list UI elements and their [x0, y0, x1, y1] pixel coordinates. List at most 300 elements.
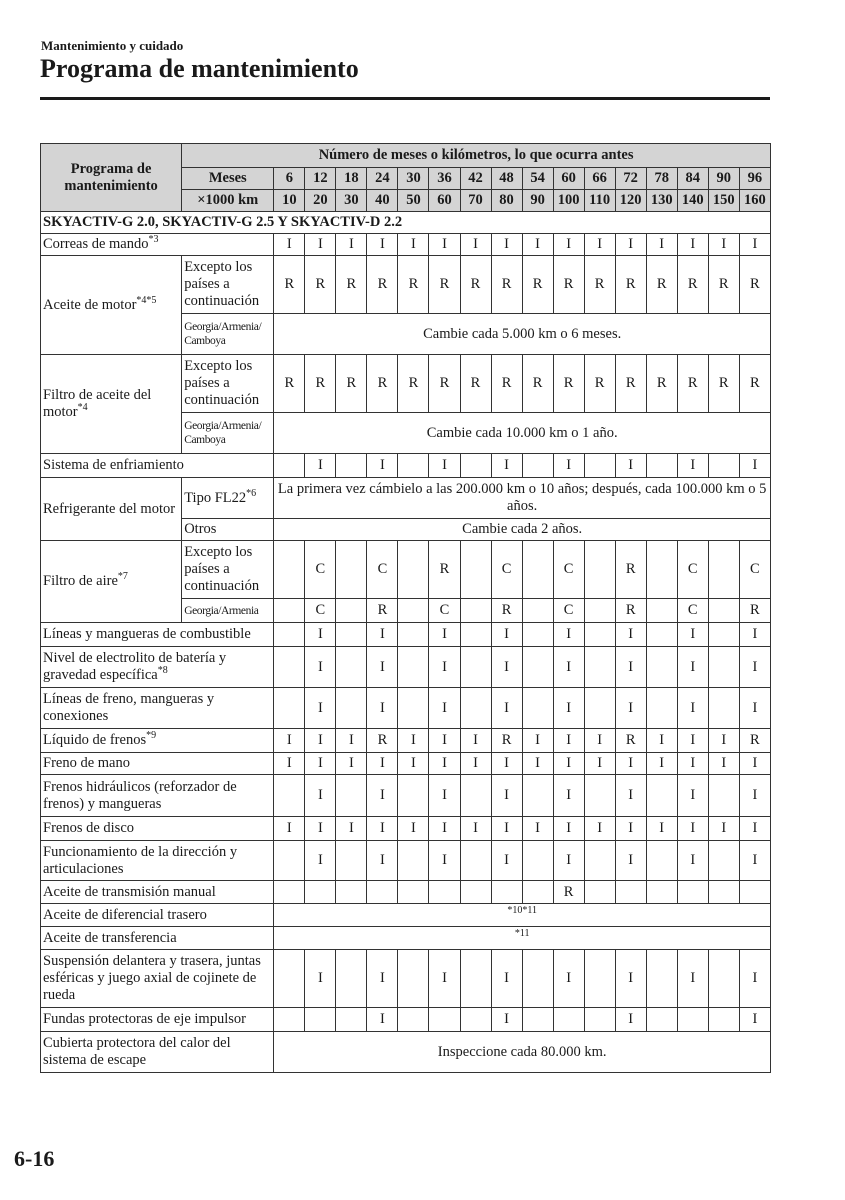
km-cell: 130 [646, 190, 677, 212]
interval-value-cell: C [491, 541, 522, 599]
interval-value-cell: I [367, 753, 398, 775]
interval-value-cell [708, 647, 739, 688]
interval-value-cell: I [615, 234, 646, 256]
interval-value-cell: I [677, 729, 708, 753]
interval-value-cell: I [739, 753, 770, 775]
interval-value-cell: I [367, 234, 398, 256]
interval-value-cell [646, 454, 677, 478]
interval-note: *10*11 [274, 904, 771, 927]
interval-value-cell [336, 647, 367, 688]
sub-georgia-armenia-camboya: Georgia/Armenia/ Camboya [182, 314, 274, 355]
interval-value-cell: I [584, 729, 615, 753]
interval-value-cell: I [336, 753, 367, 775]
interval-note: *11 [274, 927, 771, 950]
interval-value-cell: R [429, 355, 460, 413]
interval-value-cell [398, 1008, 429, 1032]
km-cell: 160 [739, 190, 770, 212]
interval-value-cell: I [429, 454, 460, 478]
interval-value-cell: I [305, 753, 336, 775]
interval-value-cell [336, 775, 367, 817]
interval-value-cell: I [553, 817, 584, 841]
interval-value-cell: I [367, 688, 398, 729]
months-cell: 48 [491, 168, 522, 190]
interval-value-cell: C [553, 599, 584, 623]
item-label-suspension [41, 950, 274, 1008]
interval-value-cell: I [708, 753, 739, 775]
interval-value-cell: I [553, 753, 584, 775]
interval-value-cell [584, 623, 615, 647]
interval-value-cell: I [646, 753, 677, 775]
sub-type-fl22 [182, 478, 274, 519]
interval-value-cell [336, 599, 367, 623]
interval-value-cell: I [367, 454, 398, 478]
interval-value-cell [646, 881, 677, 904]
interval-value-cell: R [615, 541, 646, 599]
interval-value-cell: I [305, 234, 336, 256]
interval-value-cell [708, 950, 739, 1008]
interval-value-cell: C [305, 599, 336, 623]
interval-value-cell: R [739, 256, 770, 314]
interval-value-cell [522, 541, 553, 599]
item-label-brake_lines [41, 688, 274, 729]
km-cell: 40 [367, 190, 398, 212]
interval-value-cell [274, 541, 305, 599]
interval-value-cell [615, 881, 646, 904]
interval-value-cell: R [553, 256, 584, 314]
item-label-text: Freno de mano [43, 755, 130, 771]
interval-value-cell: I [305, 729, 336, 753]
interval-value-cell: I [615, 950, 646, 1008]
interval-value-cell: R [708, 355, 739, 413]
interval-value-cell: I [491, 1008, 522, 1032]
item-label-drive_belts [41, 234, 274, 256]
interval-value-cell: I [708, 729, 739, 753]
interval-value-cell [398, 688, 429, 729]
months-cell: 6 [274, 168, 305, 190]
interval-value-cell: I [584, 234, 615, 256]
interval-value-cell [646, 647, 677, 688]
interval-value-cell: I [615, 775, 646, 817]
page-title: Programa de mantenimiento [40, 54, 359, 83]
months-cell: 18 [336, 168, 367, 190]
months-cell: 96 [739, 168, 770, 190]
interval-value-cell [708, 454, 739, 478]
interval-value-cell: R [367, 256, 398, 314]
title-divider [40, 97, 770, 100]
interval-value-cell: I [615, 753, 646, 775]
interval-value-cell: I [677, 775, 708, 817]
interval-value-cell: R [336, 355, 367, 413]
interval-value-cell: I [274, 234, 305, 256]
interval-value-cell: I [429, 753, 460, 775]
interval-value-cell: I [615, 623, 646, 647]
interval-value-cell [491, 881, 522, 904]
km-cell: 150 [708, 190, 739, 212]
interval-value-cell [274, 775, 305, 817]
interval-value-cell: I [615, 1008, 646, 1032]
interval-value-cell: R [491, 256, 522, 314]
interval-value-cell: I [553, 841, 584, 881]
months-cell: 60 [553, 168, 584, 190]
interval-value-cell: R [398, 355, 429, 413]
item-label-text: Suspensión delantera y trasera, juntas esféricas y juego axial de cojinete de rueda [43, 953, 261, 1003]
interval-value-cell: I [646, 817, 677, 841]
interval-value-cell [646, 950, 677, 1008]
footnote-ref: *9 [146, 730, 157, 742]
interval-value-cell: I [305, 817, 336, 841]
interval-value-cell [398, 950, 429, 1008]
item-label-rear_diff_oil [41, 904, 274, 927]
interval-value-cell: I [429, 841, 460, 881]
interval-value-cell [336, 1008, 367, 1032]
interval-value-cell: R [491, 729, 522, 753]
interval-value-cell: I [429, 729, 460, 753]
km-cell: 50 [398, 190, 429, 212]
interval-value-cell [646, 623, 677, 647]
interval-value-cell: R [522, 355, 553, 413]
interval-value-cell [646, 541, 677, 599]
interval-value-cell [708, 775, 739, 817]
interval-value-cell [460, 688, 491, 729]
interval-value-cell [522, 1008, 553, 1032]
interval-value-cell [336, 623, 367, 647]
interval-value-cell: I [584, 753, 615, 775]
interval-value-cell [460, 599, 491, 623]
interval-value-cell: I [305, 623, 336, 647]
item-label-text: Refrigerante del motor [43, 500, 176, 517]
interval-value-cell [460, 623, 491, 647]
item-label-exhaust_shield [41, 1032, 274, 1073]
interval-value-cell: I [429, 647, 460, 688]
interval-value-cell: I [739, 623, 770, 647]
item-label-disc_brakes [41, 817, 274, 841]
km-label: ×1000 km [182, 190, 274, 212]
km-cell: 10 [274, 190, 305, 212]
interval-value-cell [584, 688, 615, 729]
interval-value-cell: R [677, 256, 708, 314]
interval-value-cell: R [739, 355, 770, 413]
interval-value-cell: I [398, 817, 429, 841]
interval-value-cell [584, 599, 615, 623]
months-cell: 90 [708, 168, 739, 190]
interval-value-cell: R [367, 355, 398, 413]
interval-value-cell [460, 881, 491, 904]
interval-value-cell: I [553, 775, 584, 817]
interval-value-cell: I [739, 950, 770, 1008]
page-number: 6-16 [14, 1146, 55, 1171]
interval-value-cell: I [367, 1008, 398, 1032]
interval-value-cell [584, 881, 615, 904]
item-label-drive_shaft_boots [41, 1008, 274, 1032]
interval-value-cell: R [305, 256, 336, 314]
interval-value-cell: I [367, 950, 398, 1008]
breadcrumb: Mantenimiento y cuidado [41, 38, 184, 53]
interval-value-cell [336, 541, 367, 599]
interval-value-cell: C [305, 541, 336, 599]
interval-value-cell: I [615, 688, 646, 729]
interval-value-cell [398, 599, 429, 623]
interval-value-cell: I [739, 454, 770, 478]
interval-value-cell [274, 688, 305, 729]
interval-value-cell: R [584, 355, 615, 413]
interval-value-cell: R [553, 881, 584, 904]
interval-value-cell: R [491, 599, 522, 623]
interval-value-cell: C [553, 541, 584, 599]
interval-value-cell: I [677, 234, 708, 256]
interval-value-cell: R [305, 355, 336, 413]
item-label-text: Líquido de frenos [43, 732, 147, 748]
interval-value-cell: R [274, 355, 305, 413]
interval-value-cell: I [367, 775, 398, 817]
interval-value-cell [584, 841, 615, 881]
interval-value-cell: R [739, 599, 770, 623]
interval-value-cell [274, 1008, 305, 1032]
interval-value-cell: I [522, 753, 553, 775]
interval-value-cell: I [677, 841, 708, 881]
interval-value-cell: I [615, 647, 646, 688]
interval-value-cell: I [305, 775, 336, 817]
item-label-air_filter [41, 541, 182, 623]
interval-value-cell [522, 950, 553, 1008]
interval-value-cell: I [305, 950, 336, 1008]
item-label-text: Frenos hidráulicos (reforzador de frenos) y mangueras [43, 778, 237, 812]
interval-value-cell [429, 881, 460, 904]
interval-value-cell: I [491, 647, 522, 688]
interval-note: Cambie cada 2 años. [274, 519, 771, 541]
footnote-ref: *7 [117, 571, 128, 583]
interval-value-cell [460, 1008, 491, 1032]
item-label-hydraulic_brakes [41, 775, 274, 817]
interval-value-cell: I [367, 841, 398, 881]
interval-value-cell: R [460, 256, 491, 314]
interval-value-cell: I [491, 817, 522, 841]
interval-value-cell: I [336, 234, 367, 256]
interval-value-cell [429, 1008, 460, 1032]
interval-value-cell: R [367, 729, 398, 753]
months-cell: 36 [429, 168, 460, 190]
interval-value-cell [398, 454, 429, 478]
interval-value-cell: I [429, 623, 460, 647]
interval-value-cell: I [460, 753, 491, 775]
months-cell: 78 [646, 168, 677, 190]
schedule-header: Programa de mantenimiento [41, 144, 182, 212]
interval-value-cell: I [305, 454, 336, 478]
interval-value-cell: I [677, 817, 708, 841]
interval-value-cell: R [274, 256, 305, 314]
sub-georgia-armenia: Georgia/Armenia [182, 599, 274, 623]
interval-value-cell [553, 1008, 584, 1032]
item-label-parking_brake [41, 753, 274, 775]
interval-value-cell [522, 599, 553, 623]
km-cell: 30 [336, 190, 367, 212]
interval-value-cell: I [274, 729, 305, 753]
interval-value-cell: I [336, 729, 367, 753]
km-cell: 20 [305, 190, 336, 212]
item-label-manual_trans_oil [41, 881, 274, 904]
interval-value-cell [646, 775, 677, 817]
interval-value-cell: I [491, 841, 522, 881]
interval-value-cell: I [460, 234, 491, 256]
interval-value-cell [367, 881, 398, 904]
sub-except-countries: Excepto los países a continuación [182, 355, 274, 413]
interval-value-cell: I [429, 234, 460, 256]
interval-value-cell [708, 623, 739, 647]
interval-value-cell [522, 454, 553, 478]
interval-value-cell [460, 841, 491, 881]
interval-value-cell [522, 775, 553, 817]
interval-note: La primera vez cámbielo a las 200.000 km o 10 años; después, cada 100.000 km o 5 años. [274, 478, 771, 519]
footnote-ref: *4 [77, 402, 88, 414]
sub-georgia-armenia-camboya: Georgia/Armenia/ Camboya [182, 413, 274, 454]
item-label-text: Filtro de aire [43, 573, 118, 589]
item-label-coolant [41, 478, 182, 541]
km-cell: 60 [429, 190, 460, 212]
interval-value-cell: I [615, 454, 646, 478]
interval-value-cell: R [739, 729, 770, 753]
interval-value-cell: I [429, 775, 460, 817]
interval-value-cell: I [522, 729, 553, 753]
interval-value-cell [646, 1008, 677, 1032]
interval-value-cell: R [615, 256, 646, 314]
item-label-text: Aceite de motor [43, 296, 137, 313]
interval-value-cell: I [739, 647, 770, 688]
interval-value-cell [522, 647, 553, 688]
interval-value-cell: C [429, 599, 460, 623]
interval-value-cell: I [615, 841, 646, 881]
months-cell: 72 [615, 168, 646, 190]
km-cell: 110 [584, 190, 615, 212]
interval-value-cell [274, 454, 305, 478]
interval-value-cell: C [367, 541, 398, 599]
interval-value-cell [398, 541, 429, 599]
interval-value-cell [274, 599, 305, 623]
item-label-text: Líneas de freno, mangueras y conexiones [43, 691, 215, 724]
interval-value-cell: I [677, 454, 708, 478]
interval-value-cell [398, 623, 429, 647]
interval-value-cell [522, 841, 553, 881]
interval-value-cell [305, 881, 336, 904]
interval-note: Cambie cada 10.000 km o 1 año. [274, 413, 771, 454]
interval-value-cell: I [677, 623, 708, 647]
interval-value-cell: R [522, 256, 553, 314]
interval-value-cell [398, 647, 429, 688]
interval-value-cell: I [739, 234, 770, 256]
interval-value-cell: I [429, 817, 460, 841]
interval-note: Inspeccione cada 80.000 km. [274, 1032, 771, 1073]
item-label-text: Funcionamiento de la dirección y articulaciones [43, 843, 238, 877]
interval-value-cell: I [708, 234, 739, 256]
interval-value-cell [739, 881, 770, 904]
item-label-text: Frenos de disco [43, 820, 135, 836]
months-cell: 12 [305, 168, 336, 190]
interval-value-cell: I [460, 817, 491, 841]
item-label-fuel_lines [41, 623, 274, 647]
engine-section-title: SKYACTIV-G 2.0, SKYACTIV-G 2.5 Y SKYACTIV-D 2.2 [41, 212, 771, 234]
interval-value-cell: I [677, 753, 708, 775]
sub-others: Otros [182, 519, 274, 541]
item-label-text: Fundas protectoras de eje impulsor [43, 1011, 246, 1027]
interval-value-cell: R [367, 599, 398, 623]
interval-value-cell: I [708, 817, 739, 841]
interval-value-cell: I [677, 950, 708, 1008]
interval-value-cell: I [584, 817, 615, 841]
interval-value-cell: I [739, 775, 770, 817]
interval-value-cell: C [739, 541, 770, 599]
interval-value-cell: R [708, 256, 739, 314]
km-cell: 140 [677, 190, 708, 212]
interval-value-cell: R [398, 256, 429, 314]
interval-value-cell [677, 1008, 708, 1032]
interval-value-cell [584, 541, 615, 599]
interval-value-cell: I [646, 729, 677, 753]
interval-value-cell [460, 950, 491, 1008]
interval-value-cell: I [491, 623, 522, 647]
interval-value-cell: R [615, 599, 646, 623]
interval-value-cell [336, 881, 367, 904]
interval-value-cell [584, 1008, 615, 1032]
interval-value-cell [708, 1008, 739, 1032]
interval-value-cell: R [429, 256, 460, 314]
interval-value-cell: I [336, 817, 367, 841]
interval-value-cell: I [429, 688, 460, 729]
interval-value-cell: I [739, 688, 770, 729]
interval-value-cell: I [398, 234, 429, 256]
interval-value-cell [398, 881, 429, 904]
interval-value-cell: I [646, 234, 677, 256]
months-cell: 54 [522, 168, 553, 190]
interval-value-cell [522, 688, 553, 729]
interval-value-cell: R [646, 256, 677, 314]
interval-value-cell [708, 599, 739, 623]
interval-value-cell: I [367, 623, 398, 647]
interval-value-cell: I [367, 817, 398, 841]
interval-value-cell [274, 950, 305, 1008]
months-cell: 42 [460, 168, 491, 190]
interval-value-cell: R [584, 256, 615, 314]
interval-value-cell [646, 841, 677, 881]
interval-value-cell [460, 454, 491, 478]
interval-value-cell: I [553, 454, 584, 478]
interval-value-cell: I [553, 647, 584, 688]
interval-value-cell: C [677, 599, 708, 623]
months-cell: 24 [367, 168, 398, 190]
interval-value-cell [584, 647, 615, 688]
interval-value-cell: I [553, 688, 584, 729]
interval-value-cell: I [491, 950, 522, 1008]
interval-value-cell: C [677, 541, 708, 599]
interval-value-cell: I [274, 753, 305, 775]
interval-value-cell [398, 841, 429, 881]
item-label-steering [41, 841, 274, 881]
months-label: Meses [182, 168, 274, 190]
interval-value-cell [677, 881, 708, 904]
footnote-ref: *6 [246, 487, 257, 499]
months-cell: 66 [584, 168, 615, 190]
item-label-text: Correas de mando [43, 236, 149, 252]
km-cell: 70 [460, 190, 491, 212]
interval-value-cell: I [460, 729, 491, 753]
interval-value-cell: I [398, 729, 429, 753]
item-label-text: Aceite de transmisión manual [43, 883, 216, 900]
km-cell: 120 [615, 190, 646, 212]
interval-value-cell: I [305, 688, 336, 729]
interval-value-cell: I [553, 234, 584, 256]
interval-value-cell [398, 775, 429, 817]
item-label-transfer_oil [41, 927, 274, 950]
interval-value-cell: I [677, 647, 708, 688]
interval-value-cell [646, 688, 677, 729]
interval-value-cell [274, 623, 305, 647]
